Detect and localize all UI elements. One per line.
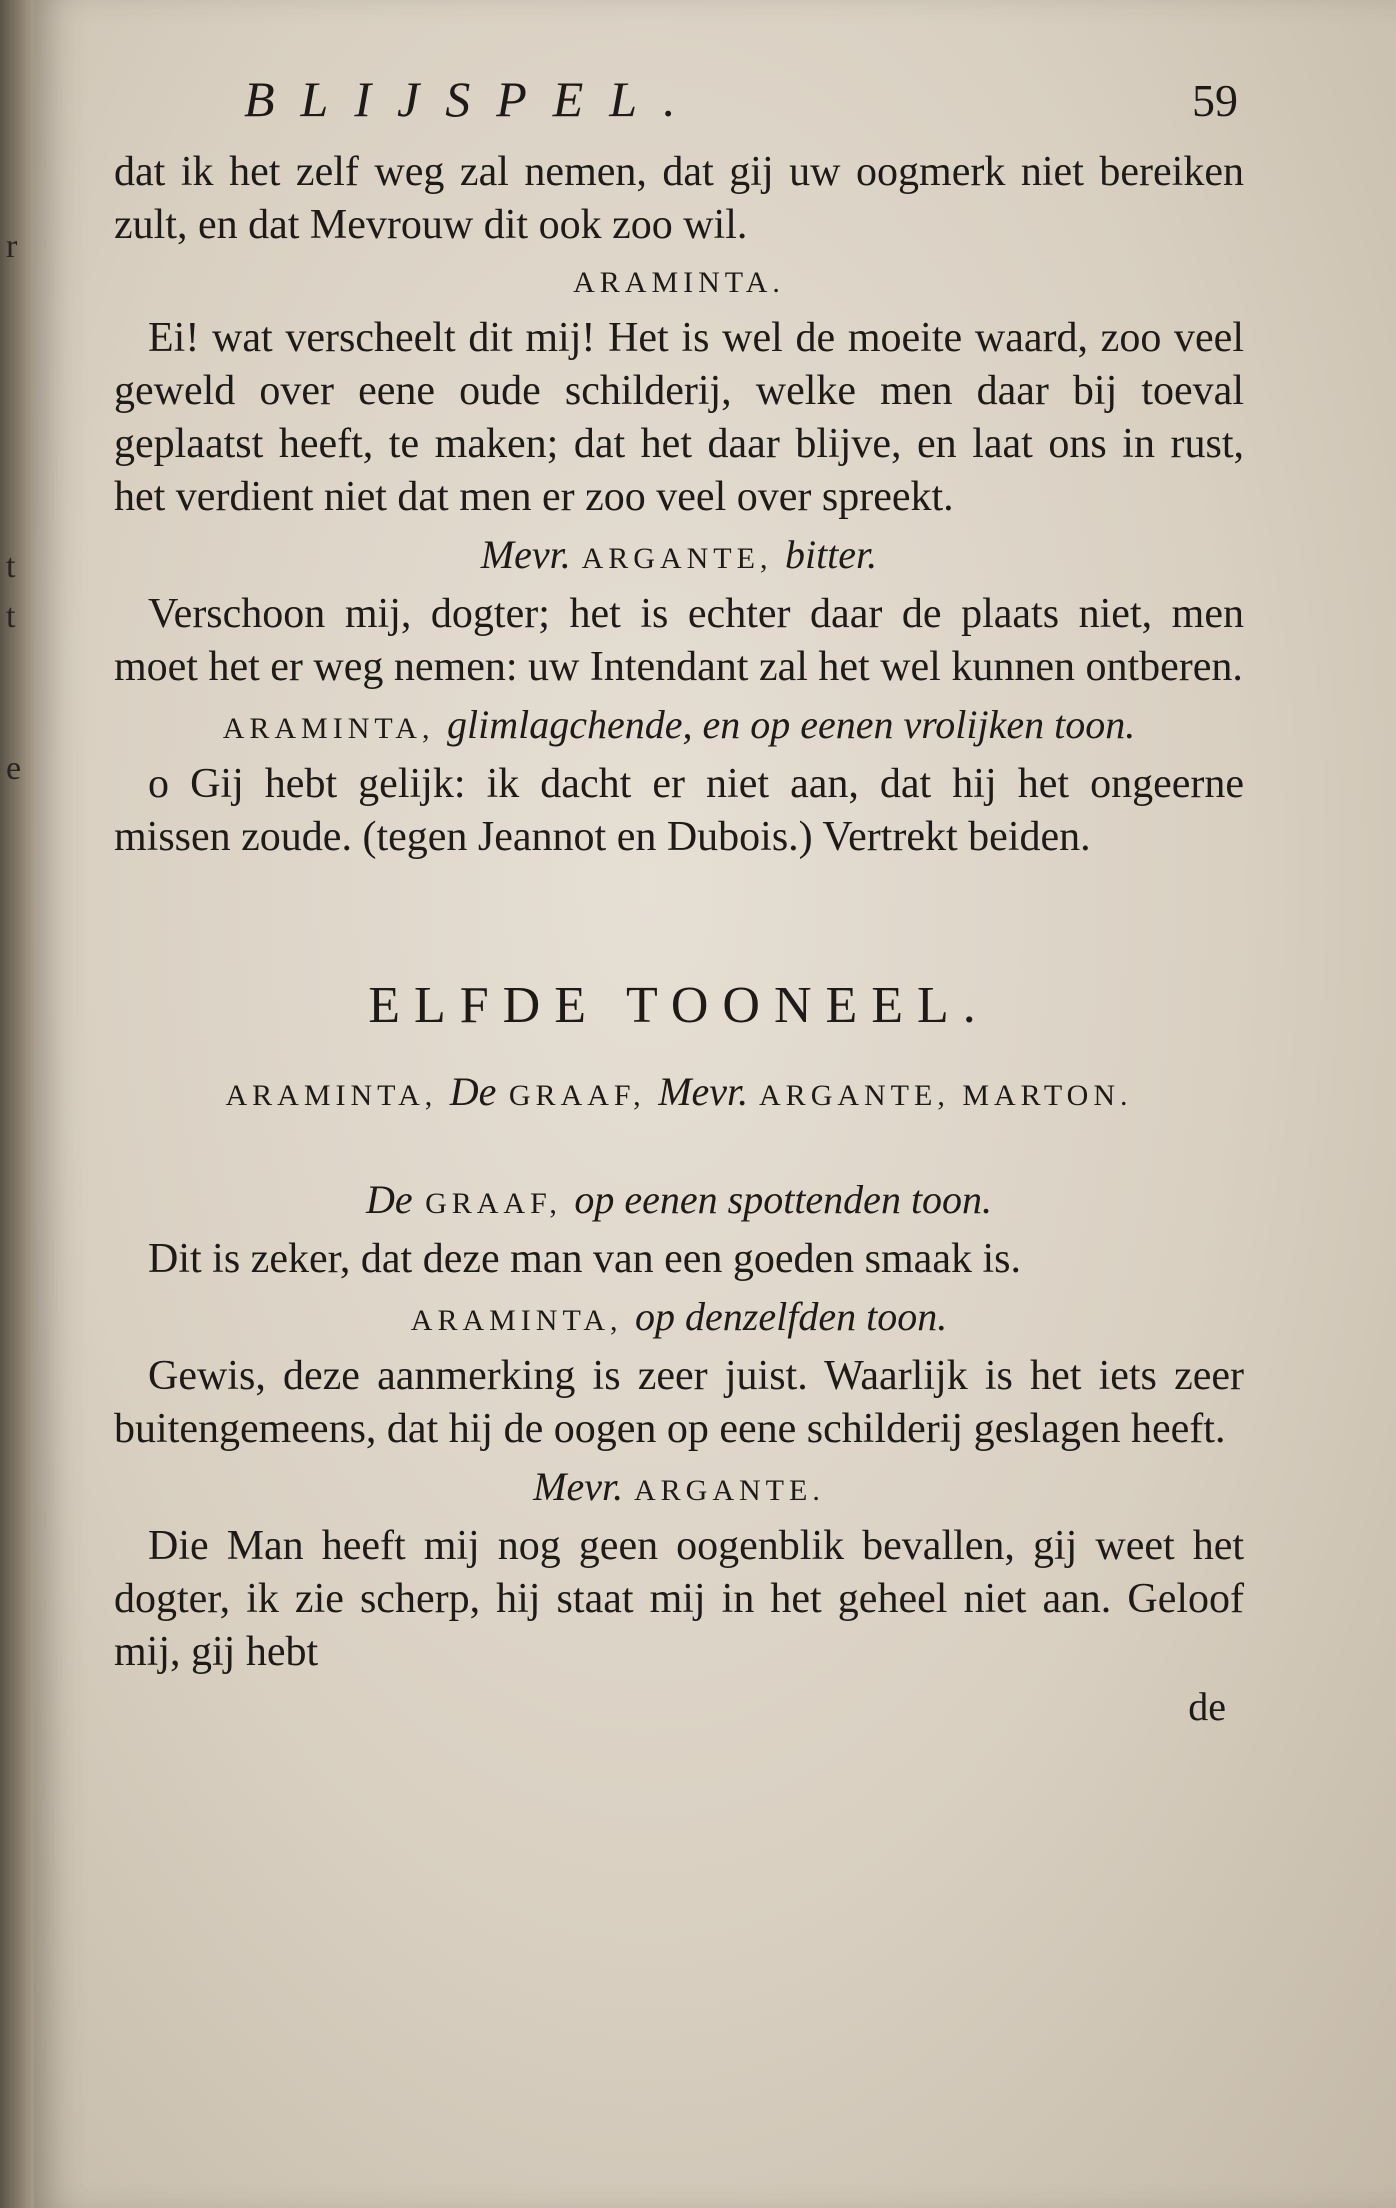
speaker-prefix: Mevr.	[533, 1464, 624, 1509]
book-page	[34, 0, 1396, 2208]
page-text	[114, 70, 1244, 1730]
cast-prefix: De	[449, 1069, 497, 1114]
speaker-name: ARGANTE,	[581, 542, 773, 575]
speaker-name: ARAMINTA,	[410, 1304, 623, 1337]
speaker-heading	[114, 1177, 1244, 1227]
paragraph: dat ik het zelf weg zal nemen, dat gij uw oogmerk niet bereiken zult, en dat Mevrouw dit ook zoo wil.	[114, 149, 1244, 248]
paragraph: o Gij hebt gelijk: ik dacht er niet aan, dat hij het ongeerne missen zoude. (tegen Jeannot en Dubois.) Vertrekt beiden.	[114, 761, 1244, 860]
cast-name: ARGANTE, MARTON.	[759, 1079, 1133, 1112]
edge-fragment: t	[6, 548, 16, 585]
cast-prefix: Mevr.	[658, 1069, 749, 1114]
edge-fragment: r	[6, 228, 18, 265]
speaker-heading	[114, 702, 1244, 752]
stage-direction: op eenen spottenden toon.	[574, 1177, 993, 1222]
running-head	[114, 70, 1244, 128]
paragraph: Dit is zeker, dat deze man van een goeden smaak is.	[148, 1236, 1021, 1282]
speaker-heading	[114, 260, 1244, 306]
cast-name: ARAMINTA,	[225, 1079, 438, 1112]
speaker-heading	[114, 1294, 1244, 1344]
speaker-name: ARAMINTA,	[222, 712, 435, 745]
paragraph: Die Man heeft mij nog geen oogenblik bevallen, gij weet het dogter, ik zie scherp, hij staat mij in het geheel niet aan. Geloof mij, gij hebt	[114, 1523, 1244, 1675]
running-head-title: BLIJSPEL.	[244, 71, 702, 127]
stage-direction: glimlagchende, en op eenen vrolijken toon.	[446, 702, 1136, 747]
speaker-heading	[114, 532, 1244, 582]
paragraph: Gewis, deze aanmerking is zeer juist. Waarlijk is het iets zeer buitengemeens, dat hij de oogen op eene schilderij geslagen heeft.	[114, 1353, 1244, 1452]
stage-direction: op denzelfden toon.	[635, 1294, 948, 1339]
speaker-prefix: Mevr.	[480, 532, 571, 577]
speaker-heading	[114, 1464, 1244, 1514]
catchword: de	[1188, 1684, 1226, 1729]
paragraph: Verschoon mij, dogter; het is echter daar de plaats niet, men moet het er weg nemen: uw Intendant zal het wel kunnen ontberen.	[114, 591, 1244, 690]
speaker-name: GRAAF,	[425, 1187, 562, 1220]
scene-title: ELFDE TOONEEL.	[368, 977, 990, 1034]
speaker-prefix: De	[365, 1177, 413, 1222]
page-number: 59	[1192, 75, 1238, 126]
facing-page-edge	[0, 0, 34, 2208]
stage-direction: bitter.	[784, 532, 878, 577]
speaker-name: ARGANTE.	[634, 1474, 825, 1507]
cast-list	[134, 1065, 1224, 1123]
edge-fragment: t	[6, 598, 16, 635]
speaker-name: ARAMINTA.	[573, 266, 785, 299]
edge-fragment: e	[6, 750, 22, 787]
cast-name: GRAAF,	[508, 1079, 646, 1112]
paragraph: Ei! wat verscheelt dit mij! Het is wel de moeite waard, zoo veel geweld over eene oude schilderij, welke men daar bij toeval geplaatst heeft, te maken; dat het daar blijve, en laat ons in rust, het verdient niet dat men er zoo veel over spreekt.	[114, 315, 1244, 520]
